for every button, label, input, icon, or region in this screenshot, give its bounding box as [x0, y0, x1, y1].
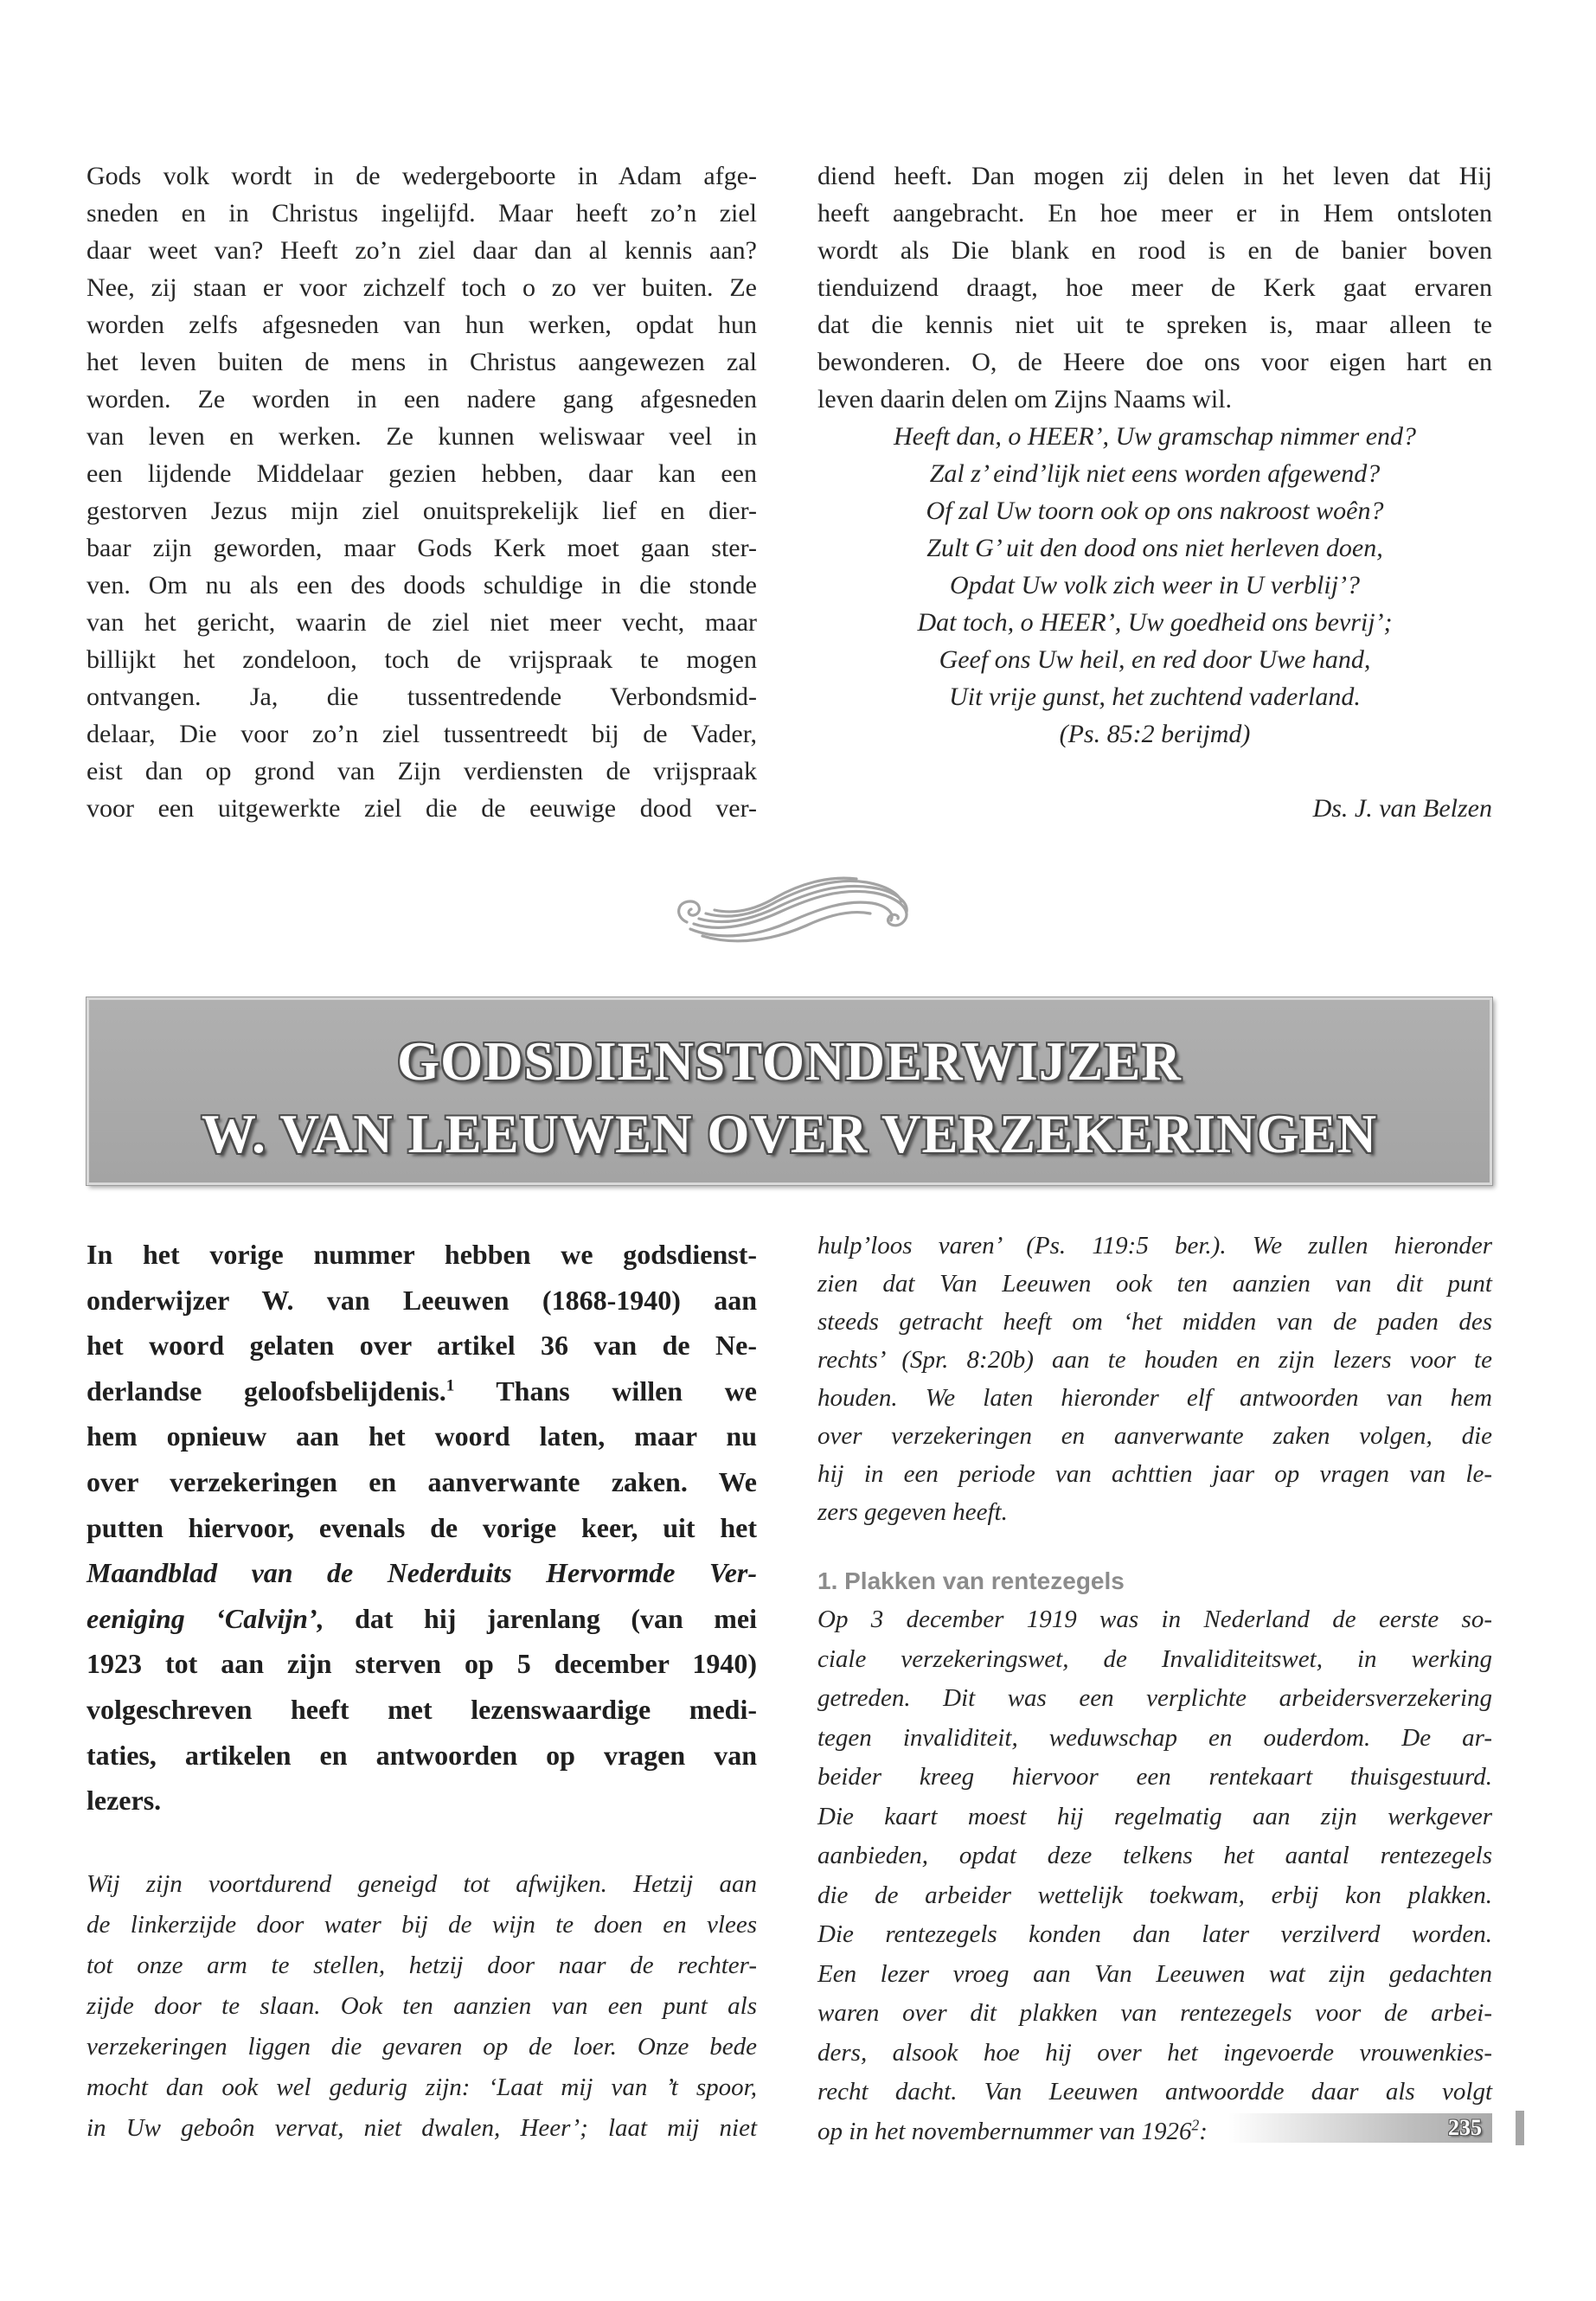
text-line: worden. Ze worden in een nadere gang afgesneden [87, 385, 757, 413]
intro-line: In het vorige nummer hebben we godsdienst- [87, 1239, 757, 1270]
column-left-top [87, 157, 757, 827]
article-title-banner [87, 997, 1492, 1185]
text-line: beider kreeg hiervoor een rentekaart thuisgestuurd. [817, 1763, 1492, 1791]
text-line: aanbieden, opdat deze telkens het aantal rentezegels [817, 1842, 1492, 1869]
text-line: Die rentezegels konden dan later verzilverd worden. [817, 1920, 1492, 1948]
author-signature: Ds. J. van Belzen [1312, 794, 1492, 823]
text-line: billijkt het zondeloon, toch de vrijspraak te mogen [87, 645, 757, 674]
text-line: dat die kennis niet uit te spreken is, maar alleen te [817, 311, 1492, 339]
text-line: zijde door te slaan. Ook ten aanzien van een punt als [87, 1992, 757, 2020]
text-line: tienduizend draagt, hoe meer de Kerk gaat ervaren [817, 273, 1492, 302]
text-line: Nee, zij staan er voor zichzelf toch o zo ver buiten. Ze [87, 273, 757, 302]
text-line: Een lezer vroeg aan Van Leeuwen wat zijn gedachten [817, 1959, 1492, 1988]
text-line: baar zijn geworden, maar Gods Kerk moet gaan ster- [87, 534, 757, 562]
line-text: op in het novembernummer van 1926 [817, 2117, 1192, 2145]
text-line: hij in een periode van achttien jaar op vragen van le- [817, 1460, 1492, 1488]
text-line: tot onze arm te stellen, hetzij door naar de rechter- [87, 1952, 757, 1979]
poem-line: Opdat Uw volk zich weer in U verblij’? [949, 571, 1361, 599]
text-line: delaar, Die voor zo’n ziel tussentreedt bij de Vader, [87, 720, 757, 748]
text-line: eist dan op grond van Zijn verdiensten de vrijspraak [87, 757, 757, 785]
text-line: leven daarin delen om Zijns Naams wil. [817, 385, 1233, 413]
text-line: ciale verzekeringswet, de Invaliditeitswet, in werking [817, 1644, 1492, 1673]
intro-line: lezers. [87, 1785, 162, 1817]
intro-line: 1923 tot aan zijn sterven op 5 december 1940) [87, 1648, 757, 1680]
section-heading: 1. Plakken van rentezegels [817, 1567, 1125, 1594]
text-line: steeds getracht heeft om ‘het midden van de paden des [817, 1308, 1492, 1336]
intro-line: over verzekeringen en aanverwante zaken. We [87, 1465, 757, 1497]
text-line: ven. Om nu als een des doods schuldige in die stonde [87, 571, 757, 599]
text-line: voor een uitgewerkte ziel die de eeuwige dood ver- [87, 794, 757, 823]
text-line: ders, alsook hoe hij over het ingevoerde vrouwenkies- [817, 2038, 1492, 2067]
intro-line: Maandblad van de Nederduits Hervormde Ver- [87, 1557, 757, 1589]
text-line: zers gegeven heeft. [817, 1498, 1008, 1526]
poem-line: Uit vrije gunst, het zuchtend vaderland. [949, 683, 1361, 711]
text-line: houden. We laten hieronder elf antwoorden van hem [817, 1384, 1492, 1412]
article-intro [87, 1232, 757, 1823]
intro-line: putten hiervoor, evenals de vorige keer, uit het [87, 1511, 757, 1543]
text-line: bewonderen. O, de Heere doe ons voor eigen hart en [817, 348, 1492, 376]
preface-left [87, 1864, 757, 2149]
line-text: : [1199, 2117, 1208, 2145]
column-right-bottom [817, 1227, 1492, 2151]
footnote-ref: 2 [1191, 2115, 1200, 2133]
text-line: Op 3 december 1919 was in Nederland de eerste so- [817, 1606, 1492, 1633]
poem-line: Geef ons Uw heil, en red door Uwe hand, [939, 645, 1371, 674]
intro-text: Thans willen we [454, 1375, 757, 1407]
text-line: van het gericht, waarin de ziel niet meer vecht, maar [87, 608, 757, 637]
text-line: Wij zijn voortdurend geneigd tot afwijken. Hetzij aan [87, 1870, 757, 1898]
text-line: diend heeft. Dan mogen zij delen in het leven dat Hij [817, 162, 1492, 190]
page-number-bar [1228, 2113, 1492, 2143]
intro-line [87, 1368, 757, 1414]
text-line: in Uw geboôn vervat, niet dwalen, Heer’; laat mij niet [87, 2114, 757, 2142]
column-right-top [817, 157, 1492, 827]
poem-line: Of zal Uw toorn ook op ons nakroost woên? [926, 497, 1384, 525]
ornament-flourish-icon [668, 872, 927, 950]
footnote-ref: 1 [445, 1376, 455, 1395]
intro-text: dat hij jarenlang (van mei [324, 1602, 758, 1634]
intro-line [87, 1596, 757, 1642]
article-title-line: GODSDIENSTONDERWIJZER [397, 1031, 1182, 1092]
text-line: tegen invaliditeit, weduwschap en ouderdom. De ar- [817, 1723, 1492, 1752]
text-line: Die kaart moest hij regelmatig aan zijn werkgever [817, 1802, 1492, 1830]
text-line: sneden en in Christus ingelijfd. Maar heeft zo’n ziel [87, 199, 757, 228]
article-title-line: W. VAN LEEUWEN OVER VERZEKERINGEN [201, 1104, 1378, 1164]
text-line: waren over dit plakken van rentezegels voor de arbei- [817, 1999, 1492, 2027]
intro-text: derlandse geloofsbelijdenis. [87, 1375, 446, 1407]
publication-name: eeniging ‘Calvijn’, [87, 1602, 324, 1634]
text-line: recht dacht. Van Leeuwen antwoordde daar als volgt [817, 2078, 1492, 2106]
text-line: gestorven Jezus mijn ziel onuitsprekelijk lief en dier- [87, 497, 757, 525]
section-body [817, 1600, 1492, 2151]
poem [817, 418, 1492, 753]
poem-source: (Ps. 85:2 berijmd) [1059, 720, 1251, 748]
text-line: ontvangen. Ja, die tussentredende Verbondsmid- [87, 683, 757, 711]
poem-line: Heeft dan, o HEER’, Uw gramschap nimmer end? [893, 422, 1417, 451]
poem-line: Dat toch, o HEER’, Uw goedheid ons bevrij’; [917, 608, 1393, 637]
text-line: het leven buiten de mens in Christus aangewezen zal [87, 348, 757, 376]
text-line: de linkerzijde door water bij de wijn te doen en vlees [87, 1911, 757, 1939]
text-line: die de arbeider wettelijk toekwam, erbij kon plakken. [817, 1881, 1492, 1909]
intro-line: onderwijzer W. van Leeuwen (1868-1940) aan [87, 1284, 757, 1316]
intro-line: taties, artikelen en antwoorden op vragen van [87, 1739, 757, 1771]
intro-line: volgeschreven heeft met lezenswaardige medi- [87, 1693, 757, 1725]
text-line: worden zelfs afgesneden van hun werken, opdat hun [87, 311, 757, 339]
text-line: daar weet van? Heeft zo’n ziel daar dan al kennis aan? [87, 236, 757, 265]
text-line: over verzekeringen en aanverwante zaken volgen, die [817, 1422, 1492, 1450]
text-line: Gods volk wordt in de wedergeboorte in Adam afge- [87, 162, 757, 190]
poem-line: Zult G’ uit den dood ons niet herleven doen, [926, 534, 1383, 562]
text-line: hulp’loos varen’ (Ps. 119:5 ber.). We zullen hieronder [817, 1232, 1492, 1259]
intro-line: hem opnieuw aan het woord laten, maar nu [87, 1420, 757, 1452]
text-line: mocht dan ook wel gedurig zijn: ‘Laat mij van ’t spoor, [87, 2073, 757, 2101]
page-edge-tab [1516, 2111, 1524, 2145]
text-line: verzekeringen liggen die gevaren op de loer. Onze bede [87, 2033, 757, 2061]
text-line: van leven en werken. Ze kunnen weliswaar veel in [87, 422, 757, 451]
text-line: rechts’ (Spr. 8:20b) aan te houden en zijn lezers voor te [817, 1346, 1492, 1374]
text-line: getreden. Dit was een verplichte arbeidersverzekering [817, 1684, 1492, 1712]
intro-line: het woord gelaten over artikel 36 van de Ne- [87, 1330, 757, 1362]
page-number: 235 [1448, 2115, 1482, 2140]
poem-line: Zal z’ eind’lijk niet eens worden afgewend? [929, 459, 1381, 488]
text-line: heeft aangebracht. En hoe meer er in Hem ontsloten [817, 199, 1492, 228]
text-line: wordt als Die blank en rood is en de banier boven [817, 236, 1492, 265]
text-line: een lijdende Middelaar gezien hebben, daar kan een [87, 459, 757, 488]
text-line: zien dat Van Leeuwen ook ten aanzien van dit punt [817, 1270, 1492, 1298]
